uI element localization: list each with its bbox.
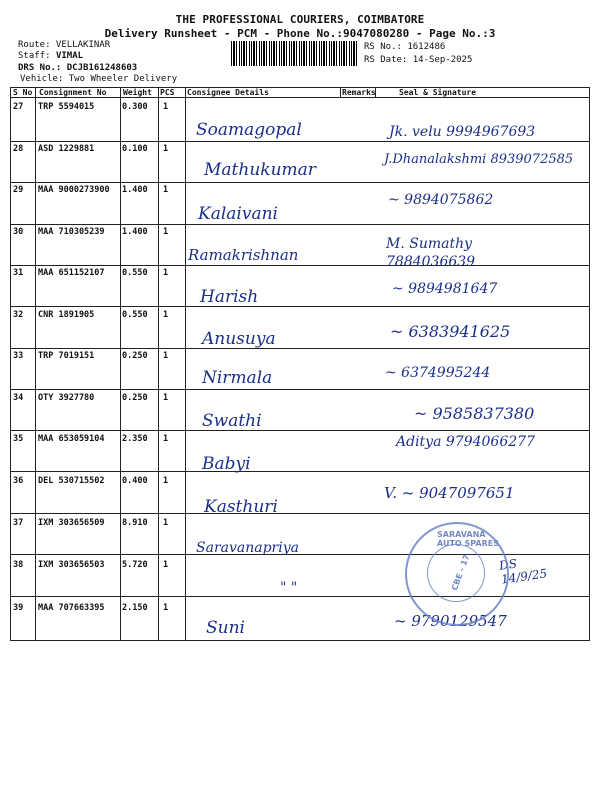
sno-cell: 31 xyxy=(13,268,24,278)
sno-cell: 29 xyxy=(13,185,24,195)
stamp-outer-text: SARAVANA AUTO SPARES xyxy=(437,530,499,548)
consignee-handwriting: Swathi xyxy=(202,411,262,431)
col-header-pcs: PCS xyxy=(160,88,175,97)
consignee-handwriting: Kalaivani xyxy=(198,204,278,224)
sno-cell: 37 xyxy=(13,518,24,528)
weight-cell: 2.350 xyxy=(122,434,148,444)
signature-handwriting: M. Sumathy 7884036639 xyxy=(386,236,476,270)
consignment-cell: ASD 1229881 xyxy=(38,144,95,154)
pcs-cell: 1 xyxy=(163,268,169,278)
barcode xyxy=(231,41,359,66)
signature-handwriting: ~ 9585837380 xyxy=(414,404,535,423)
consignee-handwriting: Ramakrishnan xyxy=(188,246,299,264)
staff-value: VIMAL xyxy=(55,51,84,61)
signature-handwriting: ~ 9894075862 xyxy=(388,192,494,208)
consignment-cell: TRP 5594015 xyxy=(38,102,95,112)
signature-handwriting: ~ 6374995244 xyxy=(385,365,491,381)
pcs-cell: 1 xyxy=(163,227,169,237)
sno-cell: 27 xyxy=(13,102,24,112)
pcs-cell: 1 xyxy=(163,310,169,320)
sno-cell: 35 xyxy=(13,434,24,444)
consignee-handwriting: Babyi xyxy=(202,454,251,474)
consignment-cell: MAA 653059104 xyxy=(38,434,105,444)
col-header-sno: S No xyxy=(13,88,33,97)
rs-date: RS Date: 14-Sep-2025 xyxy=(364,55,473,65)
consignee-handwriting: Mathukumar xyxy=(204,160,316,180)
consignment-cell: MAA 710305239 xyxy=(38,227,105,237)
consignee-handwriting: Suni xyxy=(206,618,245,638)
signature-handwriting: DS 14/9/25 xyxy=(498,556,548,587)
weight-cell: 0.550 xyxy=(122,310,148,320)
route-label: Route: VELLAKINAR xyxy=(18,40,111,50)
weight-cell: 1.400 xyxy=(122,227,148,237)
col-header-consignment: Consignment No xyxy=(39,88,107,97)
weight-cell: 8.910 xyxy=(122,518,148,528)
consignment-cell: MAA 9000273900 xyxy=(38,185,110,195)
runsheet-subtitle: Delivery Runsheet - PCM - Phone No.:9047080280 - Page No.:3 xyxy=(104,27,496,40)
consignee-handwriting: Saravanapriya xyxy=(196,540,299,556)
consignment-cell: DEL 530715502 xyxy=(38,476,105,486)
weight-cell: 0.300 xyxy=(122,102,148,112)
weight-cell: 1.400 xyxy=(122,185,148,195)
pcs-cell: 1 xyxy=(163,144,169,154)
company-seal-stamp xyxy=(405,522,509,626)
consignment-cell: OTY 3927780 xyxy=(38,393,95,403)
weight-cell: 5.720 xyxy=(122,560,148,570)
drs-number: DRS No.: DCJB161248603 xyxy=(18,63,138,73)
pcs-cell: 1 xyxy=(163,393,169,403)
ditto-mark: " " xyxy=(280,580,298,596)
weight-cell: 0.250 xyxy=(122,393,148,403)
signature-handwriting: ~ 6383941625 xyxy=(390,322,511,341)
weight-cell: 0.100 xyxy=(122,144,148,154)
consignment-cell: IXM 303656503 xyxy=(38,560,105,570)
weight-cell: 2.150 xyxy=(122,603,148,613)
signature-handwriting: Jk. velu 9994967693 xyxy=(389,124,536,140)
consignee-handwriting: Kasthuri xyxy=(204,497,278,517)
sno-cell: 36 xyxy=(13,476,24,486)
sno-cell: 33 xyxy=(13,351,24,361)
sno-cell: 38 xyxy=(13,560,24,570)
pcs-cell: 1 xyxy=(163,434,169,444)
col-header-consignee: Consignee Details xyxy=(187,88,269,97)
company-title: THE PROFESSIONAL COURIERS, COIMBATORE xyxy=(175,13,425,26)
weight-cell: 0.250 xyxy=(122,351,148,361)
staff-label xyxy=(18,51,83,61)
col-header-remarks: Remarks xyxy=(342,88,376,97)
pcs-cell: 1 xyxy=(163,476,169,486)
consignee-handwriting: Anusuya xyxy=(202,329,276,349)
consignment-cell: MAA 707663395 xyxy=(38,603,105,613)
sno-cell: 39 xyxy=(13,603,24,613)
sno-cell: 28 xyxy=(13,144,24,154)
vehicle-label: Vehicle: Two Wheeler Delivery xyxy=(20,74,178,84)
weight-cell: 0.400 xyxy=(122,476,148,486)
signature-handwriting: V. ~ 9047097651 xyxy=(384,484,515,502)
signature-handwriting: Aditya 9794066277 xyxy=(396,434,535,450)
consignment-cell: MAA 651152107 xyxy=(38,268,105,278)
sno-cell: 30 xyxy=(13,227,24,237)
pcs-cell: 1 xyxy=(163,603,169,613)
pcs-cell: 1 xyxy=(163,351,169,361)
pcs-cell: 1 xyxy=(163,560,169,570)
sno-cell: 34 xyxy=(13,393,24,403)
pcs-cell: 1 xyxy=(163,518,169,528)
consignment-cell: CNR 1891905 xyxy=(38,310,95,320)
pcs-cell: 1 xyxy=(163,102,169,112)
weight-cell: 0.550 xyxy=(122,268,148,278)
signature-handwriting: ~ 9790129547 xyxy=(394,612,507,630)
rs-number: RS No.: 1612486 xyxy=(364,42,446,52)
signature-handwriting: J.Dhanalakshmi 8939072585 xyxy=(384,152,574,167)
signature-handwriting: ~ 9894981647 xyxy=(392,281,498,297)
consignee-handwriting: Soamagopal xyxy=(196,120,302,140)
consignee-handwriting: Harish xyxy=(200,287,259,307)
consignee-handwriting: Nirmala xyxy=(202,368,273,388)
pcs-cell: 1 xyxy=(163,185,169,195)
consignment-cell: IXM 303656509 xyxy=(38,518,105,528)
staff-key: Staff: xyxy=(18,51,56,61)
consignment-cell: TRP 7019151 xyxy=(38,351,95,361)
stamp-inner-text: CBE - 17 xyxy=(450,553,472,592)
col-header-signature: Seal & Signature xyxy=(399,88,477,97)
sno-cell: 32 xyxy=(13,310,24,320)
col-header-weight: Weight xyxy=(123,88,152,97)
